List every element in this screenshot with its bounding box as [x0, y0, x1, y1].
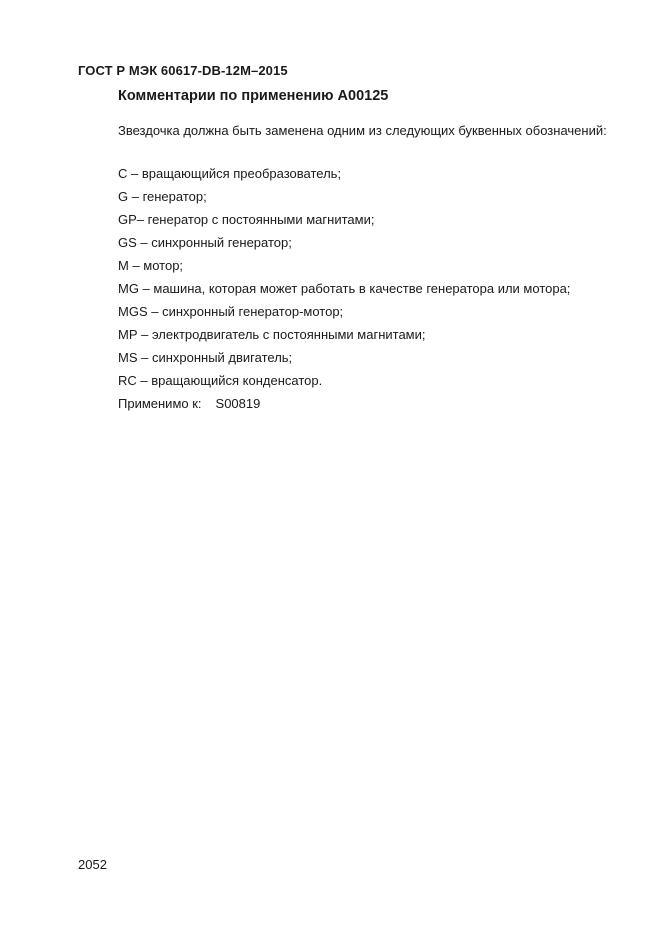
- list-item: С – вращающийся преобразователь;: [118, 166, 342, 181]
- list-item: MG – машина, которая может работать в качестве генератора или мотора;: [118, 281, 571, 296]
- list-item: MGS – синхронный генератор-мотор;: [118, 304, 344, 319]
- list-item: RC – вращающийся конденсатор.: [118, 373, 323, 388]
- list-item: GS – синхронный генератор;: [118, 235, 292, 250]
- applies-to-label: Применимо к:: [118, 396, 202, 411]
- list-item: MS – синхронный двигатель;: [118, 350, 293, 365]
- list-item: G – генератор;: [118, 189, 207, 204]
- section-title: Комментарии по применению А00125: [118, 88, 389, 104]
- list-item: GP– генератор с постоянными магнитами;: [118, 212, 375, 227]
- page-number: 2052: [78, 857, 107, 872]
- list-item: М – мотор;: [118, 258, 184, 273]
- letter-code-list: [118, 162, 570, 392]
- list-item: МР – электродвигатель с постоянными магнитами;: [118, 327, 426, 342]
- applies-to-reference: S00819: [215, 396, 261, 411]
- applies-to: [118, 392, 260, 415]
- intro-paragraph: Звездочка должна быть заменена одним из следующих буквенных обозначений:: [118, 123, 607, 138]
- standard-header: ГОСТ Р МЭК 60617-DB-12M–2015: [78, 63, 288, 78]
